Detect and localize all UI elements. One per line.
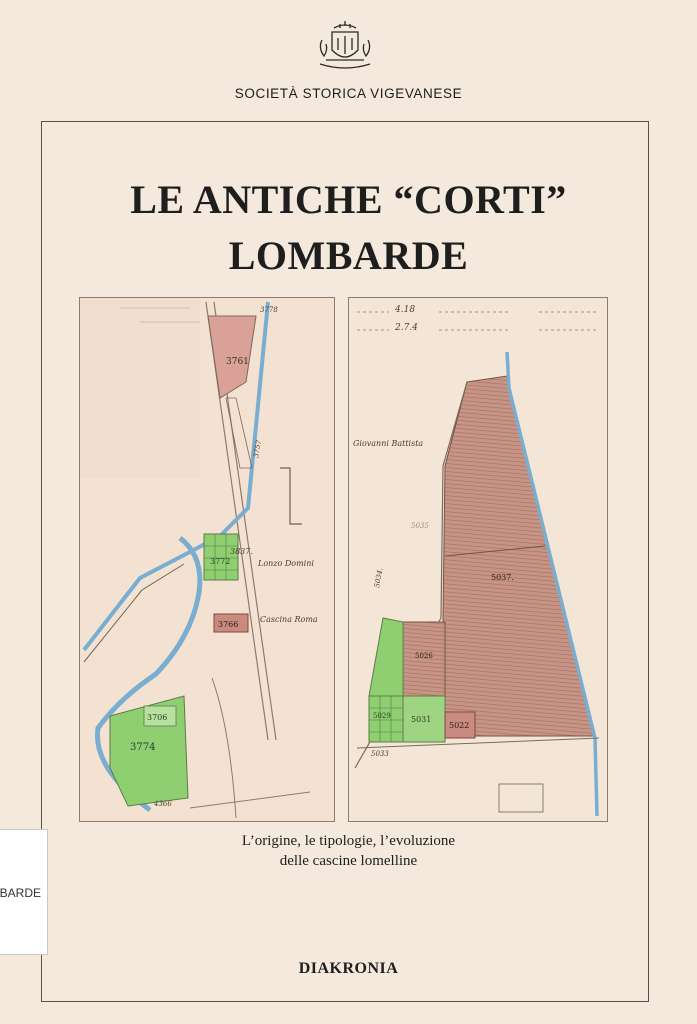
parcel-label: 5029 bbox=[373, 712, 391, 720]
publisher-name: SOCIETÀ STORICA VIGEVANESE bbox=[234, 86, 463, 101]
book-subtitle bbox=[0, 831, 697, 871]
parcel-label: 3706 bbox=[147, 713, 168, 722]
map-note: 5033 bbox=[371, 750, 389, 758]
map-note: 3837. bbox=[230, 547, 253, 556]
map-note: 4.18 bbox=[395, 305, 416, 315]
library-spine-label bbox=[0, 829, 48, 955]
parcel-label: 3766 bbox=[218, 620, 239, 629]
book-title bbox=[0, 172, 697, 284]
cadastral-map-right bbox=[348, 297, 608, 822]
spine-label-text: BARDE bbox=[0, 886, 41, 900]
cadastral-map-left bbox=[79, 297, 335, 822]
parcel-label: 3772 bbox=[210, 557, 231, 566]
parcel-label: 3774 bbox=[130, 742, 156, 753]
map-note: 3778 bbox=[260, 306, 278, 314]
coat-of-arms-icon bbox=[312, 20, 378, 72]
map-note: 2.7.4 bbox=[395, 323, 418, 333]
map-note: Cascina Roma bbox=[260, 615, 318, 624]
parcel-label: 5031 bbox=[411, 715, 432, 724]
map-note: 3757 bbox=[252, 439, 264, 459]
book-subtitle-line-2: delle cascine lomelline bbox=[279, 853, 418, 869]
parcel-label: 5026 bbox=[415, 652, 433, 660]
map-note: 4366 bbox=[154, 800, 172, 808]
book-title-line-2: LOMBARDE bbox=[228, 233, 469, 278]
parcel-label: 5022 bbox=[449, 721, 470, 730]
book-title-line-1: LE ANTICHE “CORTI” bbox=[130, 177, 567, 222]
parcel-label: 3761 bbox=[226, 357, 249, 367]
publisher-imprint: DIAKRONIA bbox=[298, 960, 399, 977]
book-subtitle-line-1: L’origine, le tipologie, l’evoluzione bbox=[241, 833, 456, 849]
map-note: 5034. bbox=[373, 567, 385, 589]
map-note: 5035 bbox=[411, 522, 429, 530]
parcel-label: 5037. bbox=[491, 573, 514, 582]
map-note: Giovanni Battista bbox=[353, 439, 424, 448]
map-note: Lonzo Domini bbox=[258, 559, 314, 568]
